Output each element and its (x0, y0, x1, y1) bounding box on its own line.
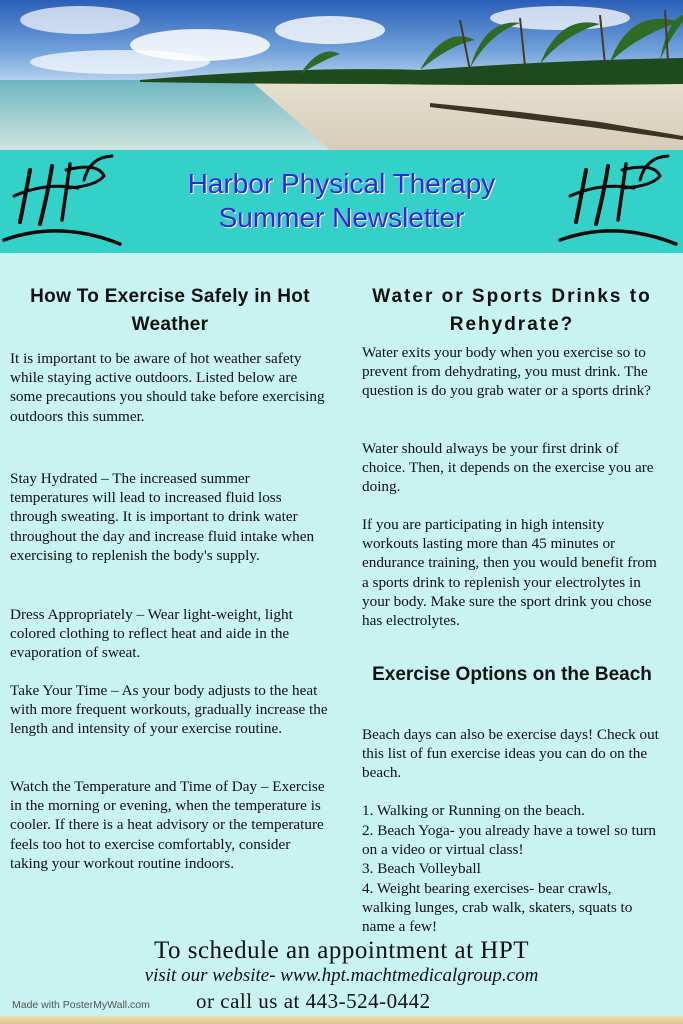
tip-watch-temperature: Watch the Temperature and Time of Day – Exercise in the morning or evening, when the temperature is cooler. If there is a heat advisory or the temperature feels too hot to exercise comfortably, consider taking your workout routine indoors. (10, 778, 325, 872)
tip-stay-hydrated: Stay Hydrated – The increased summer temperatures will lead to increased fluid loss through sweating. It is important to drink water throughout the day and increase fluid intake when exercising to replenish the body's supply. (10, 470, 315, 564)
beach-exercise-intro: Beach days can also be exercise days! Check out this list of fun exercise ideas you can do on the beach. (362, 726, 659, 782)
hpt-logo-left (0, 152, 125, 250)
beach-exercise-item-3: 3. Beach Volleyball (362, 860, 481, 877)
newsletter-title-line1: Harbor Physical Therapy (187, 168, 496, 199)
beach-photo (0, 0, 683, 150)
postermywall-watermark: Made with PosterMyWall.com (12, 999, 150, 1011)
rehydrate-heading: Water or Sports Drinks to Rehydrate? (372, 286, 652, 335)
hot-weather-intro: It is important to be aware of hot weather safety while staying active outdoors. Listed below are some precautions you should take before exercising outdoors this summer. (10, 350, 325, 425)
newsletter-banner (0, 150, 683, 253)
beach-exercise-heading: Exercise Options on the Beach (372, 664, 652, 685)
hot-weather-heading: How To Exercise Safely in Hot Weather (30, 286, 310, 335)
website-link[interactable]: visit our website- www.hpt.machtmedicalgroup.com (144, 965, 539, 986)
rehydrate-para-2: Water should always be your first drink of choice. Then, it depends on the exercise you are doing. (362, 440, 654, 496)
newsletter-title-line2: Summer Newsletter (218, 202, 465, 233)
sand-border (0, 1016, 683, 1024)
hpt-logo-right (556, 152, 681, 250)
newsletter-content (0, 253, 683, 1024)
beach-exercise-item-1: 1. Walking or Running on the beach. (362, 802, 585, 819)
beach-exercise-item-4: 4. Weight bearing exercises- bear crawls, walking lunges, crab walk, skaters, squats to name a few! (362, 880, 633, 936)
appointment-cta (0, 935, 683, 1024)
beach-exercise-item-2: 2. Beach Yoga- you already have a towel so turn on a video or virtual class! (362, 822, 656, 859)
tip-take-your-time: Take Your Time – As your body adjusts to the heat with more frequent workouts, gradually increase the length and intensity of your exercise routine. (10, 682, 328, 738)
rehydrate-para-3: If you are participating in high intensity workouts lasting more than 45 minutes or endurance training, then you would benefit from a sports drink to replenish your electrolytes in your body. Make sure the sport drink you chose has electrolytes. (362, 516, 657, 630)
tip-dress-appropriately: Dress Appropriately – Wear light-weight, light colored clothing to reflect heat and aide in the evaporation of sweat. (10, 606, 293, 662)
rehydrate-para-1: Water exits your body when you exercise so to prevent from dehydrating, you must drink. The question is do you grab water or a sports drink? (362, 344, 651, 400)
phone-number[interactable]: or call us at 443-524-0442 (196, 989, 431, 1013)
cta-heading: To schedule an appointment at HPT (153, 937, 530, 964)
